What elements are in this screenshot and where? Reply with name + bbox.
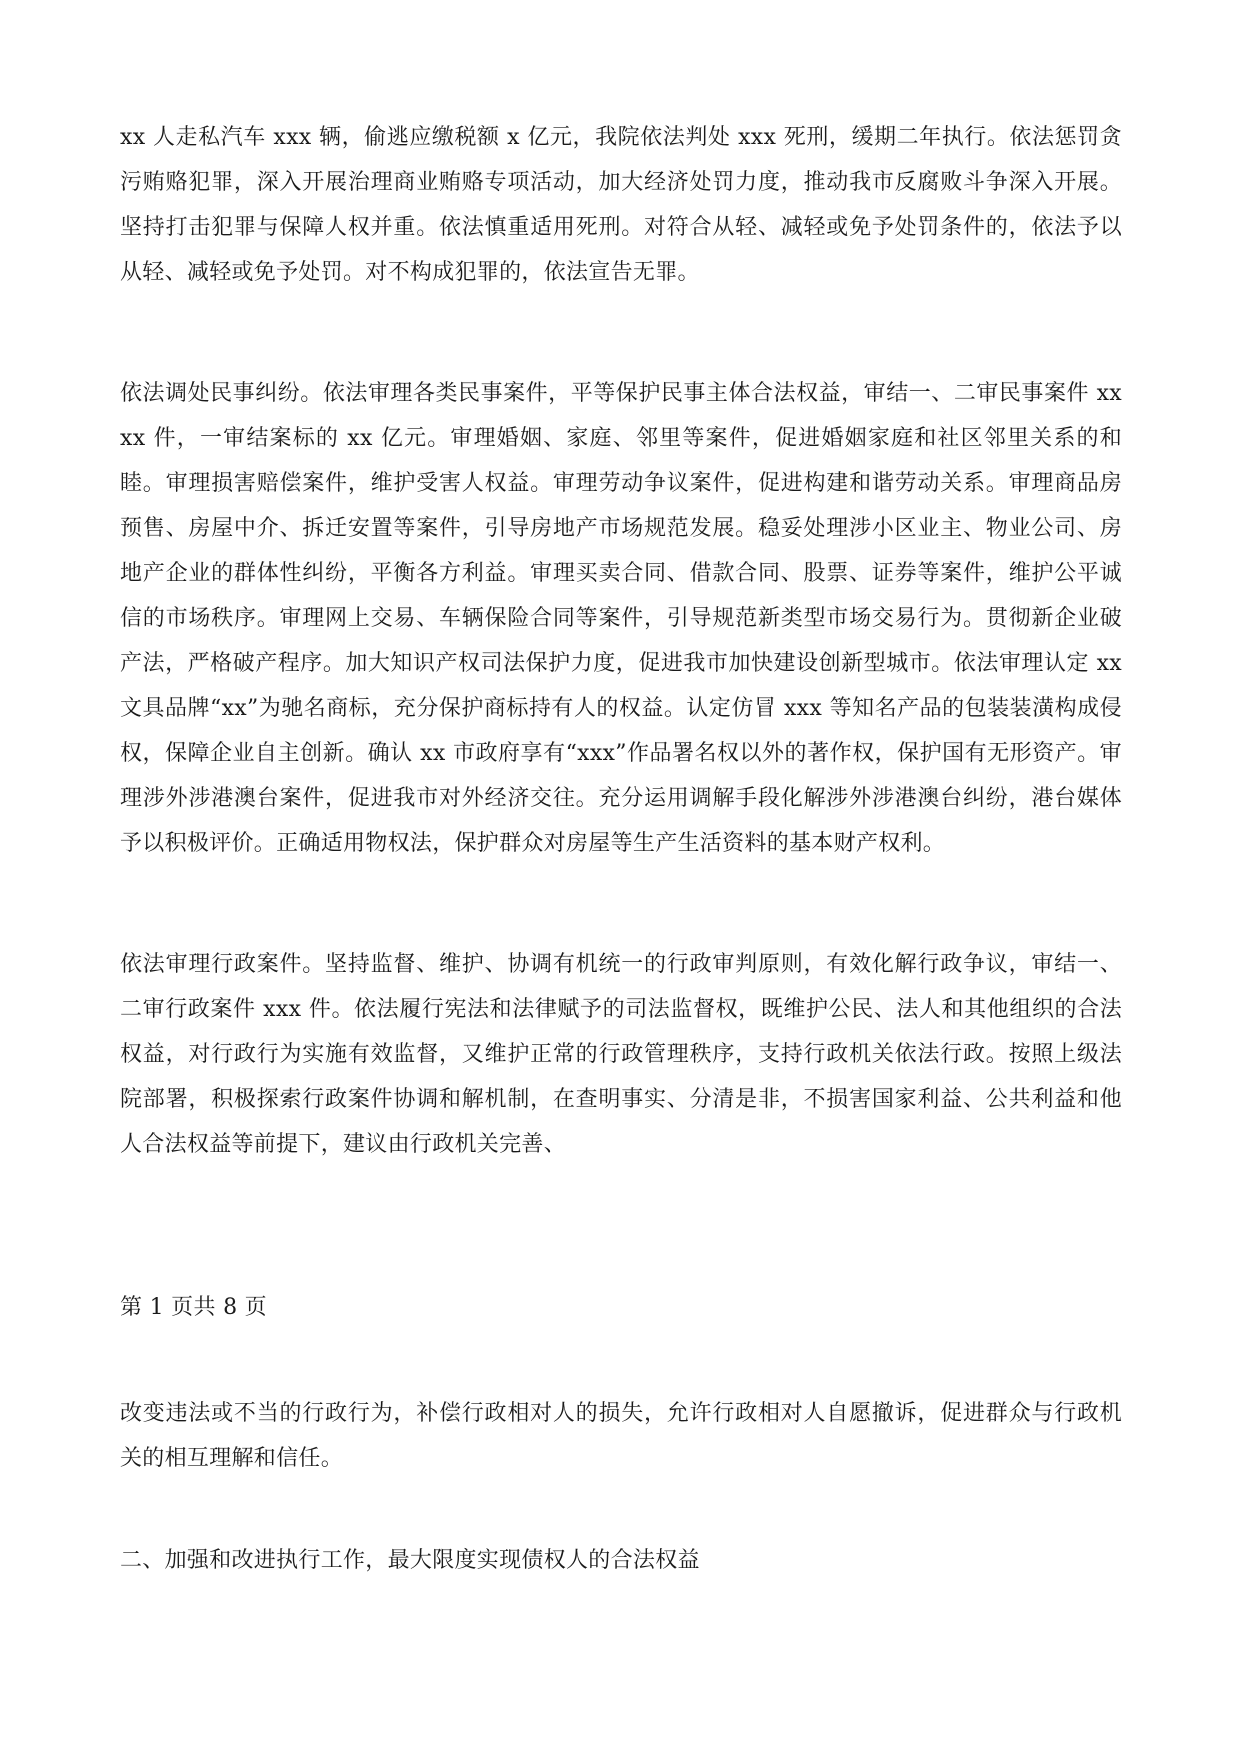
paragraph-administrative-cases: 依法审理行政案件。坚持监督、维护、协调有机统一的行政审判原则，有效化解行政争议，审结一、二审行政案件 xxx 件。依法履行宪法和法律赋予的司法监督权，既维护公民、法人和其他组织的合法权益，对行政行为实施有效监督，又维护正常的行政管理秩序，支持行政机关依法行政。按照上级法院部署，积极探索行政案件协调和解机制，在查明事实、分清是非，不损害国家利益、公共利益和他人合法权益等前提下，建议由行政机关完善、 [120, 952, 1122, 1157]
page-footer: 第 1 页共 8 页 [120, 1295, 267, 1320]
paragraph-criminal-cases: xx 人走私汽车 xxx 辆，偷逃应缴税额 x 亿元，我院依法判处 xxx 死刑，缓期二年执行。依法惩罚贪污贿赂犯罪，深入开展治理商业贿赂专项活动，加大经济处罚力度，推动我市反腐败斗争深入开展。坚持打击犯罪与保障人权并重。依法慎重适用死刑。对符合从轻、减轻或免予处罚条件的，依法予以从轻、减轻或免予处罚。对不构成犯罪的，依法宣告无罪。 [120, 125, 1122, 285]
paragraph-civil-disputes: 依法调处民事纠纷。依法审理各类民事案件，平等保护民事主体合法权益，审结一、二审民事案件 xxxx 件，一审结案标的 xx 亿元。审理婚姻、家庭、邻里等案件，促进婚姻家庭和社区邻里关系的和睦。审理损害赔偿案件，维护受害人权益。审理劳动争议案件，促进构建和谐劳动关系。审理商品房预售、房屋中介、拆迁安置等案件，引导房地产市场规范发展。稳妥处理涉小区业主、物业公司、房地产企业的群体性纠纷，平衡各方利益。审理买卖合同、借款合同、股票、证券等案件，维护公平诚信的市场秩序。审理网上交易、车辆保险合同等案件，引导规范新类型市场交易行为。贯彻新企业破产法，严格破产程序。加大知识产权司法保护力度，促进我市加快建设创新型城市。依法审理认定 xx 文具品牌“xx”为驰名商标，充分保护商标持有人的权益。认定仿冒 xxx 等知名产品的包装装潢构成侵权，保障企业自主创新。确认 xx 市政府享有“xxx”作品署名权以外的著作权，保护国有无形资产。审理涉外涉港澳台案件，促进我市对外经济交往。充分运用调解手段化解涉外涉港澳台纠纷，港台媒体予以积极评价。正确适用物权法，保护群众对房屋等生产生活资料的基本财产权利。 [120, 381, 1122, 856]
section-heading: 二、加强和改进执行工作，最大限度实现债权人的合法权益 [120, 1548, 700, 1573]
paragraph-administrative-continued: 改变违法或不当的行政行为，补偿行政相对人的损失，允许行政相对人自愿撤诉，促进群众与行政机关的相互理解和信任。 [120, 1401, 1122, 1471]
